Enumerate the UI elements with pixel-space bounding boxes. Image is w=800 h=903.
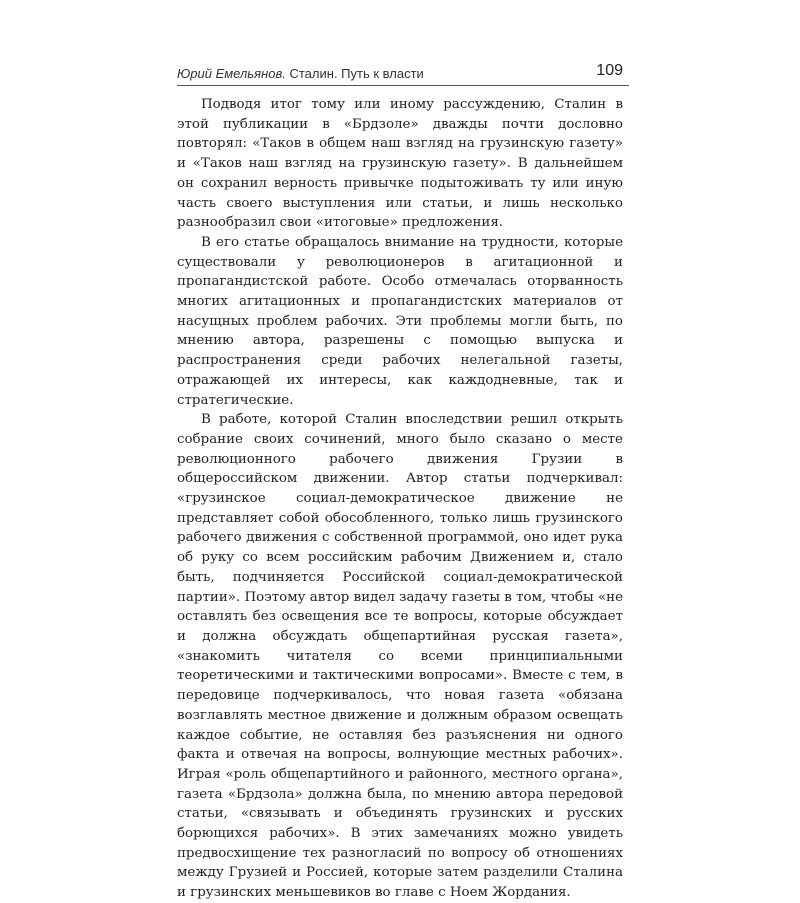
running-header [177,62,629,86]
page-number: 109 [596,62,623,79]
header-rule [177,85,629,86]
running-title [177,66,424,81]
paragraph-3: В работе, которой Сталин впоследствии решил открыть собрание своих сочинений, много было сказано о месте революционного рабочего движения Грузии в общероссийском движении. Автор статьи подчеркивал: «грузинское социал-демократическое движение не представляет собой обособленного, только лишь грузинского рабочего движения с собственной программой, оно идет рука об руку со всем российским рабочим Движением и, стало быть, подчиняется Российской социал-демократической партии». Поэтому автор видел задачу газеты в том, чтобы «не оставлять без освещения все те вопросы, которые обсуждает и должна обсуждать общепартийная русская газета», «знакомить читателя со всеми принципиальными теоретическими и тактическими вопросами». Вместе с тем, в передовице подчеркивалось, что новая газета «обязана возглавлять местное движение и должным образом освещать каждое событие, не оставляя без разъяснения ни одного факта и отвечая на вопросы, волнующие местных рабочих». Играя «роль общепартийного и районного, местного органа», газета «Брдзола» должна была, по мнению автора передовой статьи, «связывать и объединять грузинских и русских борющихся рабочих». В этих замечаниях можно увидеть предвосхищение тех разногласий по вопросу об отношениях между Грузией и Россией, которые затем разделили Сталина и грузинских меньшевиков во главе с Ноем Жордания. [177,412,623,901]
running-title-book: Сталин. Путь к власти [285,66,424,81]
running-title-author: Юрий Емельянов. [177,66,286,81]
paragraph-1: Подводя итог тому или иному рассуждению, Сталин в этой публикации в «Брдзоле» дважды почти дословно повторял: «Таков в общем наш взгляд на грузинскую газету» и «Таков наш взгляд на грузинскую газету». В дальнейшем он сохранил верность привычке подытоживать ту или иную часть своего выступления или статьи, и лишь несколько разнообразил свои «итоговые» предложения. [177,97,623,231]
body-text [177,95,623,903]
paragraph-2: В его статье обращалось внимание на трудности, которые существовали у революционеров в агитационной и пропагандистской работе. Особо отмечалась оторванность многих агитационных и пропагандистских материалов от насущных проблем рабочих. Эти проблемы могли быть, по мнению автора, разрешены с помощью выпуска и распространения среди рабочих нелегальной газеты, отражающей их интересы, как каждодневные, так и стратегические. [177,234,623,408]
